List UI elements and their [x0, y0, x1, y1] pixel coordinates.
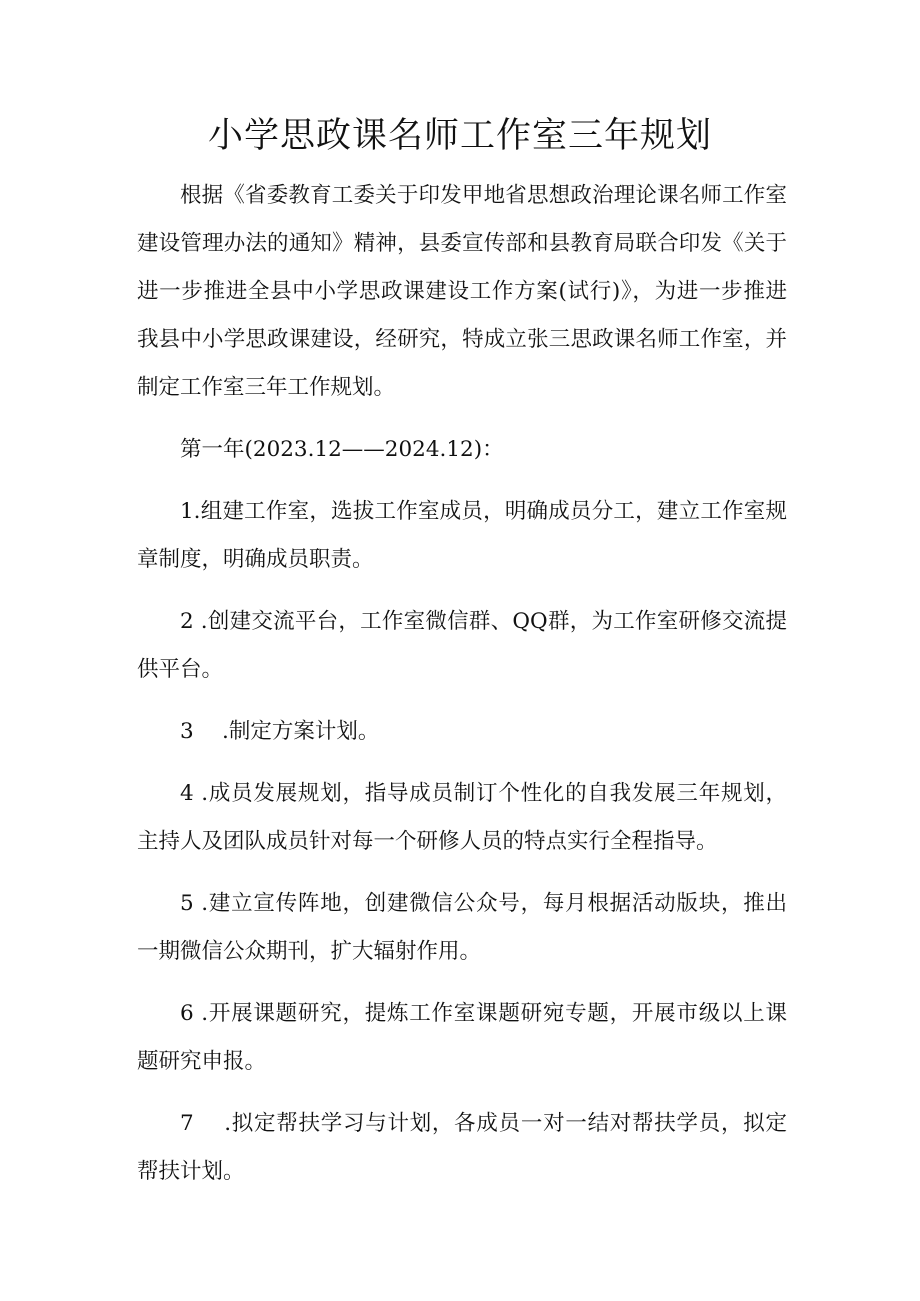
list-item: 6 .开展课题研究，提炼工作室课题研宛专题，开展市级以上课题研究申报。	[137, 1001, 787, 1074]
document-body	[137, 172, 787, 1210]
list-item: 4 .成员发展规划，指导成员制订个性化的自我发展三年规划，主持人及团队成员针对每一个研修人员的特点实行全程指导。	[137, 781, 787, 854]
list-item: 2 .创建交流平台，工作室微信群、QQ群，为工作室研修交流提供平台。	[137, 609, 787, 682]
list-item: 5 .建立宣传阵地，创建微信公众号，每月根据活动版块，推出一期微信公众期刊，扩大辐射作用。	[137, 891, 787, 964]
list-item: 3 .制定方案计划。	[180, 719, 380, 744]
page-title: 小学思政课名师工作室三年规划	[207, 116, 712, 156]
intro-paragraph: 根据《省委教育工委关于印发甲地省思想政治理论课名师工作室建设管理办法的通知》精神，县委宣传部和县教育局联合印发《关于进一步推进全县中小学思政课建设工作方案(试行)》，为进一步推进我县中小学思政课建设，经研究，特成立张三思政课名师工作室，并制定工作室三年工作规划。	[137, 183, 787, 400]
year1-heading: 第一年(2023.12——2024.12)：	[180, 437, 504, 462]
list-item: 7 .拟定帮扶学习与计划，各成员一对一结对帮扶学员，拟定帮扶计划。	[137, 1111, 787, 1184]
list-item: 1.组建工作室，选拔工作室成员，明确成员分工，建立工作室规章制度，明确成员职责。	[137, 499, 787, 572]
